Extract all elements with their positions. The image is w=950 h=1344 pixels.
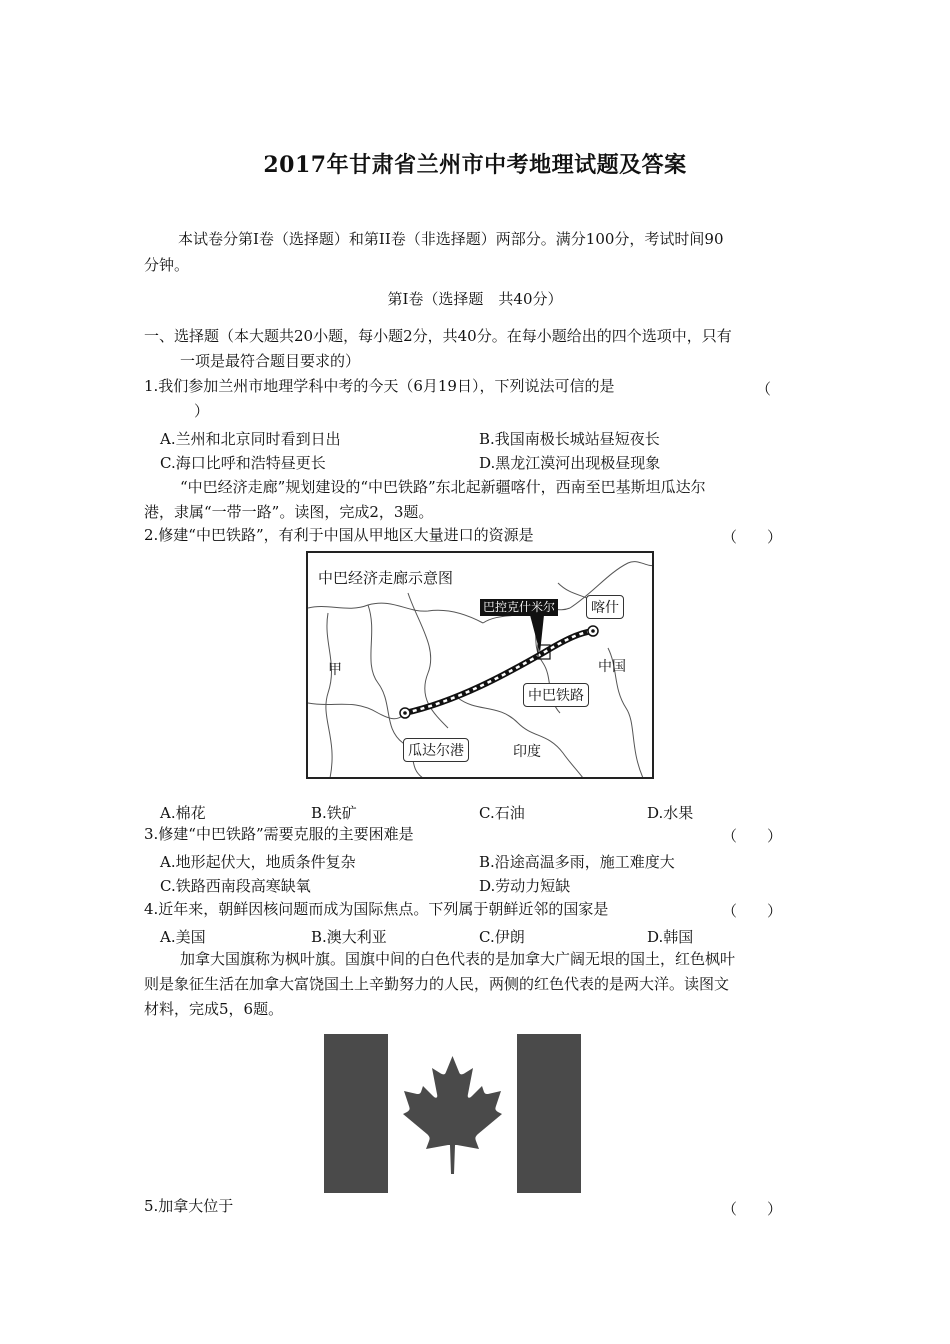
q1-paren-open: （	[756, 380, 772, 398]
page-title: 2017年甘肃省兰州市中考地理试题及答案	[263, 152, 687, 178]
material2-line-3: 材料，完成5，6题。	[144, 1000, 284, 1018]
q3-option-d: D.劳动力短缺	[479, 877, 571, 895]
map-title: 中巴经济走廊示意图	[318, 569, 454, 587]
q2-option-c: C.石油	[479, 804, 525, 822]
q4-paren: （ ）	[722, 902, 783, 920]
intro-line-2: 分钟。	[144, 256, 190, 274]
q5-stem: 5.加拿大位于	[144, 1197, 234, 1215]
maple-leaf-icon	[403, 1056, 502, 1174]
q1-option-c: C.海口比呼和浩特昼更长	[160, 454, 326, 472]
map-label-kashmir: 巴控克什米尔	[480, 599, 558, 616]
q3-stem: 3.修建“中巴铁路”需要克服的主要困难是	[144, 825, 414, 843]
part1-line-2: 一项是最符合题目要求的）	[180, 352, 361, 370]
q2-paren: （ ）	[722, 528, 783, 546]
map-label-india: 印度	[513, 744, 541, 760]
map-label-railway: 中巴铁路	[523, 683, 589, 707]
q4-option-d: D.韩国	[647, 928, 694, 946]
q1-option-b: B.我国南极长城站昼短夜长	[479, 430, 660, 448]
q5-paren: （ ）	[722, 1200, 783, 1218]
q2-option-d: D.水果	[647, 804, 694, 822]
map-label-kashgar: 喀什	[586, 595, 624, 619]
q4-option-a: A.美国	[160, 928, 206, 946]
q3-option-b: B.沿途高温多雨，施工难度大	[479, 853, 675, 871]
q2-option-b: B.铁矿	[311, 804, 357, 822]
map-label-gwadar: 瓜达尔港	[403, 738, 469, 762]
map-label-jia: 甲	[328, 662, 342, 678]
q3-paren: （ ）	[722, 827, 783, 845]
material1-line-1: “中巴经济走廊”规划建设的“中巴铁路”东北起新疆喀什，西南至巴基斯坦瓜达尔	[180, 478, 706, 496]
canada-flag	[324, 1034, 581, 1193]
q2-stem: 2.修建“中巴铁路”，有利于中国从甲地区大量进口的资源是	[144, 526, 534, 544]
q1-option-a: A.兰州和北京同时看到日出	[160, 430, 341, 448]
section-header: 第I卷（选择题 共40分）	[387, 290, 563, 308]
q1-stem: 1.我们参加兰州市地理学科中考的今天（6月19日），下列说法可信的是	[144, 377, 615, 395]
cpec-map	[306, 551, 654, 779]
flag-left-band	[324, 1034, 388, 1193]
q4-option-b: B.澳大利亚	[311, 928, 387, 946]
part1-line-1: 一、选择题（本大题共20小题，每小题2分，共40分。在每小题给出的四个选项中，只有	[144, 327, 732, 345]
material2-line-2: 则是象征生活在加拿大富饶国土上辛勤努力的人民，两侧的红色代表的是两大洋。读图文	[144, 975, 730, 993]
q4-stem: 4.近年来，朝鲜因核问题而成为国际焦点。下列属于朝鲜近邻的国家是	[144, 900, 609, 918]
intro-line-1: 本试卷分第I卷（选择题）和第II卷（非选择题）两部分。满分100分，考试时间90	[178, 230, 724, 248]
q2-option-a: A.棉花	[160, 804, 206, 822]
map-label-china: 中国	[598, 659, 626, 675]
q3-option-a: A.地形起伏大，地质条件复杂	[160, 853, 356, 871]
kashmir-pointer	[530, 615, 544, 653]
q4-option-c: C.伊朗	[479, 928, 525, 946]
material1-line-2: 港，隶属“一带一路”。读图，完成2，3题。	[144, 503, 434, 521]
flag-right-band	[517, 1034, 581, 1193]
q1-paren-close: ）	[194, 402, 210, 420]
q1-option-d: D.黑龙江漠河出现极昼现象	[479, 454, 661, 472]
q3-option-c: C.铁路西南段高寒缺氧	[160, 877, 311, 895]
material2-line-1: 加拿大国旗称为枫叶旗。国旗中间的白色代表的是加拿大广阔无垠的国土，红色枫叶	[180, 950, 736, 968]
